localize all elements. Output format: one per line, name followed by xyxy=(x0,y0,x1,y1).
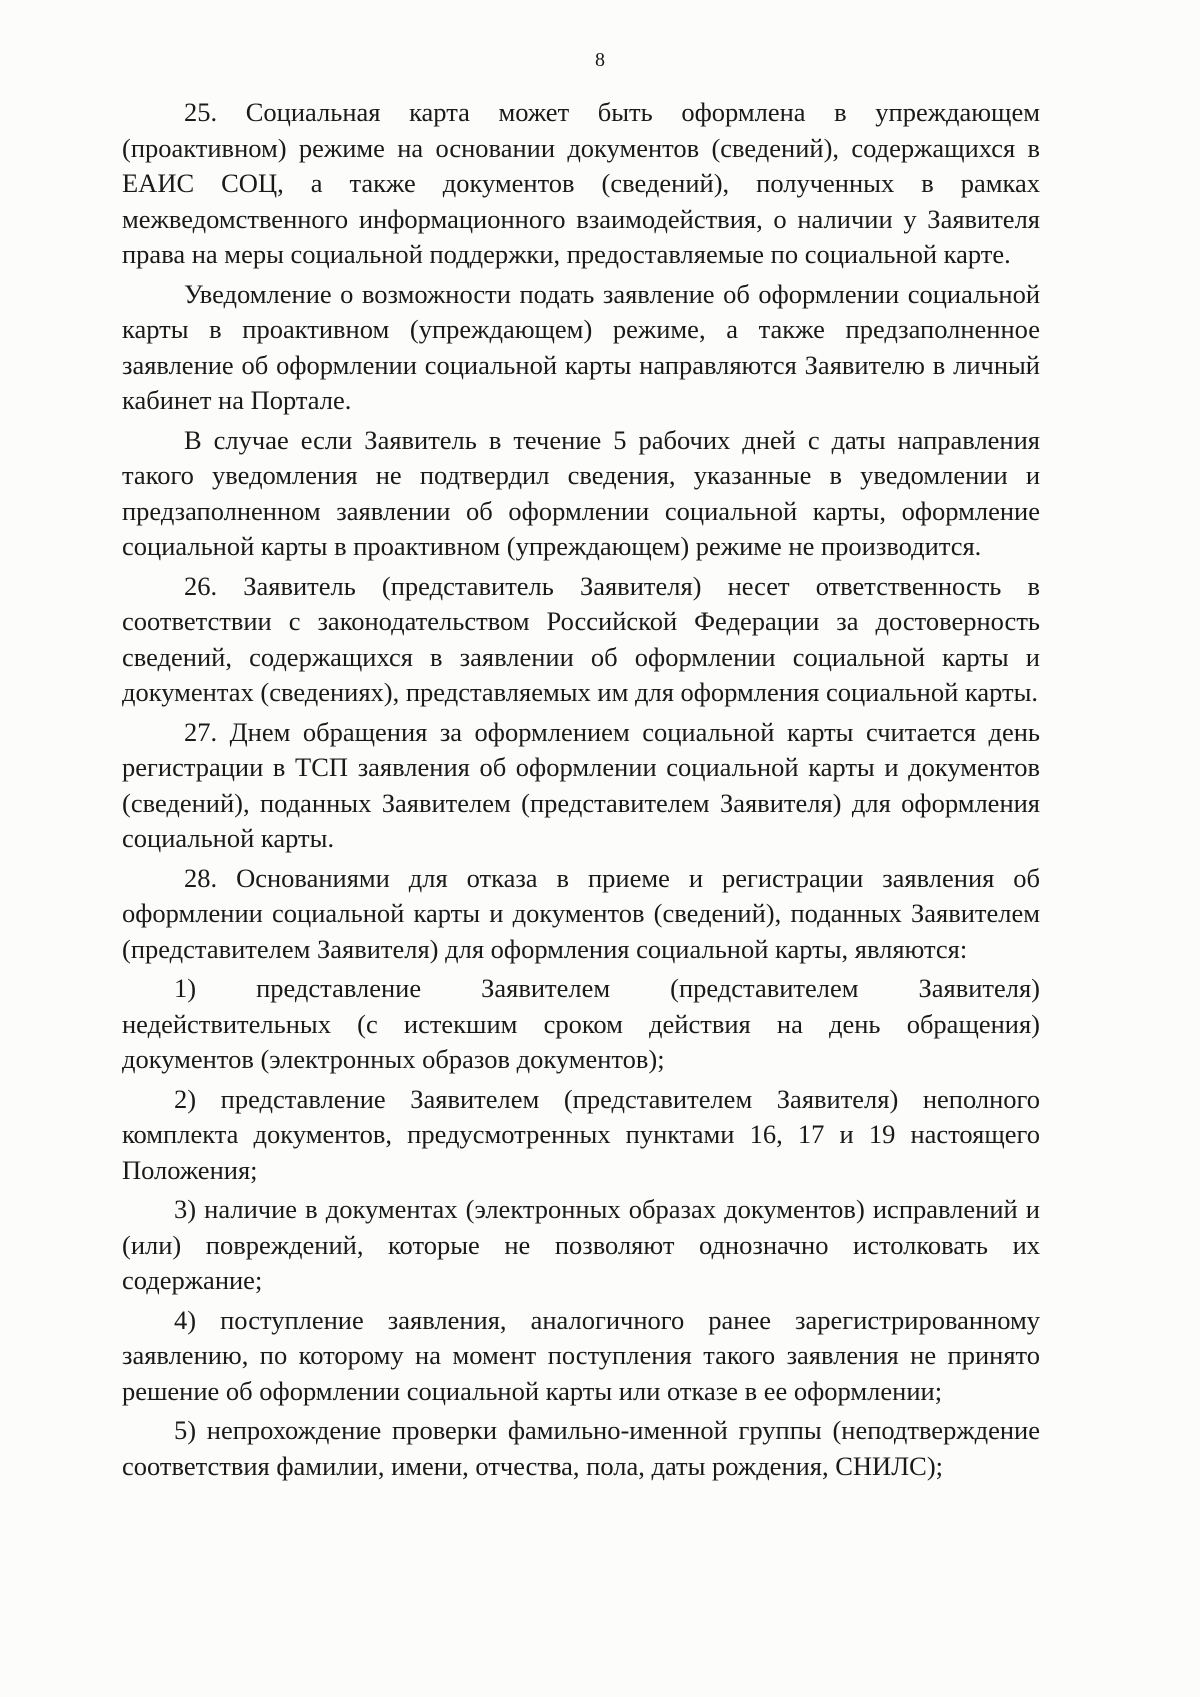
document-body xyxy=(122,95,1040,1488)
list-item-2: 2) представление Заявителем (представителем Заявителя) неполного комплекта документов, предусмотренных пунктами 16, 17 и 19 настоящего Положения; xyxy=(122,1083,1040,1185)
paragraph-26: 26. Заявитель (представитель Заявителя) несет ответственность в соответствии с законодательством Российской Федерации за достоверность сведений, содержащихся в заявлении об оформлении социальной карты и документах (сведениях), представляемых им для оформления социальной карты. xyxy=(122,570,1040,707)
list-item-4: 4) поступление заявления, аналогичного ранее зарегистрированному заявлению, по которому на момент поступления такого заявления не принято решение об оформлении социальной карты или отказе в ее оформлении; xyxy=(122,1304,1040,1406)
paragraph-25: 25. Социальная карта может быть оформлена в упреждающем (проактивном) режиме на основании документов (сведений), содержащихся в ЕАИС СОЦ, а также документов (сведений), полученных в рамках межведомственного информационного взаимодействия, о наличии у Заявителя права на меры социальной поддержки, предоставляемые по социальной карте. xyxy=(122,97,1040,269)
list-item-3: 3) наличие в документах (электронных образах документов) исправлений и (или) повреждений, которые не позволяют однозначно истолковать их содержание; xyxy=(122,1194,1040,1295)
paragraph-notification: Уведомление о возможности подать заявление об оформлении социальной карты в проактивном (упреждающем) режиме, а также предзаполненное заявление об оформлении социальной карты направляются Заявителю в личный кабинет на Портале. xyxy=(122,278,1040,415)
paragraph-28: 28. Основаниями для отказа в приеме и регистрации заявления об оформлении социальной карты и документов (сведений), поданных Заявителем (представителем Заявителя) для оформления социальной карты, являются: xyxy=(122,862,1040,964)
paragraph-27: 27. Днем обращения за оформлением социальной карты считается день регистрации в ТСП заявления об оформлении социальной карты и документов (сведений), поданных Заявителем (представителем Заявителя) для оформления социальной карты. xyxy=(122,716,1040,853)
paragraph-unconfirmed: В случае если Заявитель в течение 5 рабочих дней с даты направления такого уведомления не подтвердил сведения, указанные в уведомлении и предзаполненном заявлении об оформлении социальной карты, оформление социальной карты в проактивном (упреждающем) режиме не производится. xyxy=(122,424,1040,561)
page-number: 8 xyxy=(595,49,605,71)
list-item-1: 1) представление Заявителем (представителем Заявителя) недействительных (с истекшим сроком действия на день обращения) документов (электронных образов документов); xyxy=(122,973,1040,1074)
list-item-5: 5) непрохождение проверки фамильно-именной группы (неподтверждение соответствия фамилии, имени, отчества, пола, даты рождения, СНИЛС); xyxy=(122,1415,1040,1481)
